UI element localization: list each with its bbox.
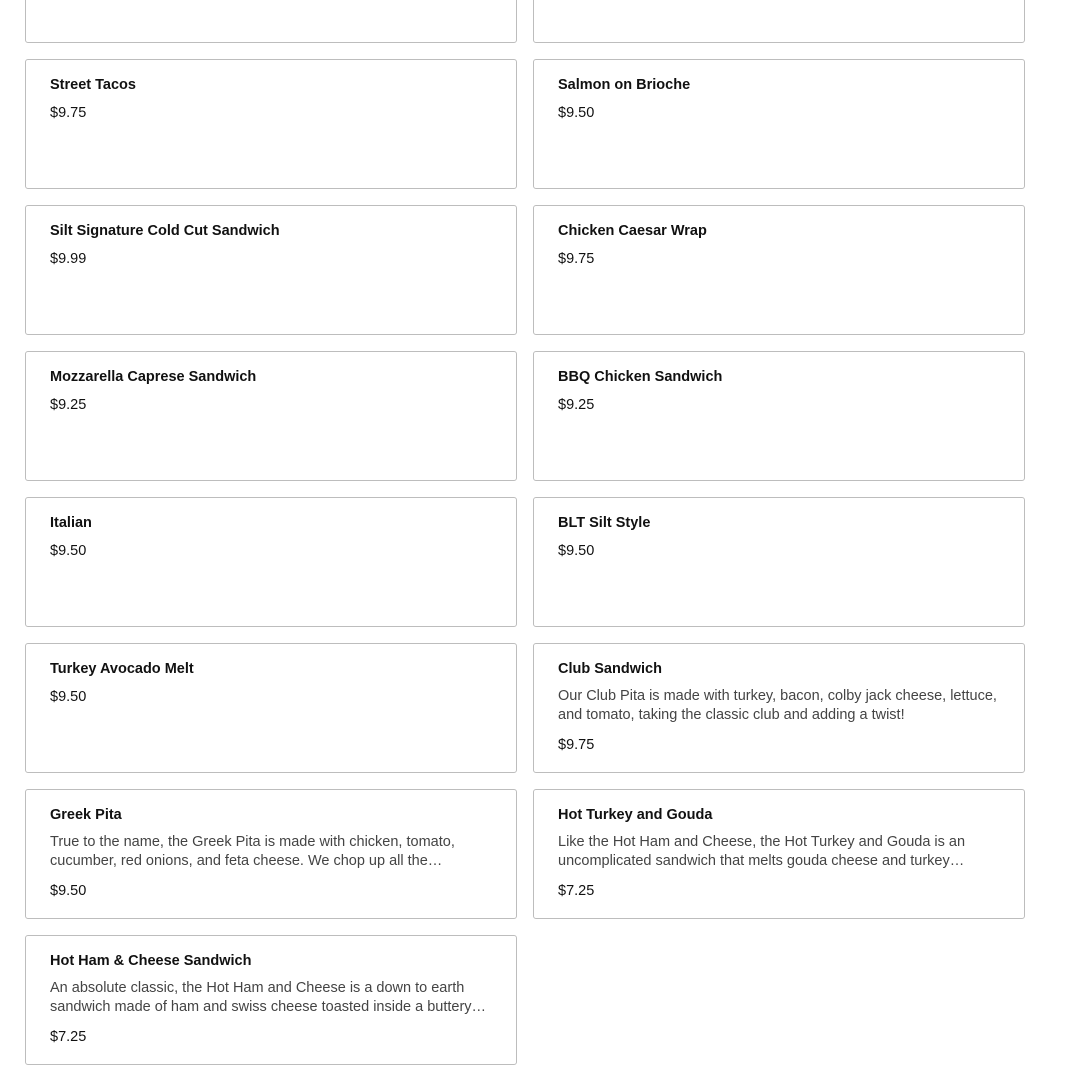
menu-item-description: An absolute classic, the Hot Ham and Cheese is a down to earth sandwich made of ham and swiss cheese toasted inside a buttery… xyxy=(50,980,487,1015)
menu-item-card[interactable] xyxy=(533,351,1025,481)
menu-item-price: $9.75 xyxy=(558,251,595,267)
menu-item-name: Chicken Caesar Wrap xyxy=(558,223,707,239)
menu-item-grid xyxy=(25,0,1025,1065)
menu-item-card[interactable] xyxy=(533,643,1025,773)
menu-item-card[interactable] xyxy=(533,497,1025,627)
menu-item-card[interactable] xyxy=(25,205,517,335)
menu-item-card[interactable] xyxy=(533,205,1025,335)
menu-item-card[interactable] xyxy=(25,0,517,43)
menu-item-card[interactable] xyxy=(25,497,517,627)
menu-item-card[interactable] xyxy=(25,935,517,1065)
menu-item-name: Mozzarella Caprese Sandwich xyxy=(50,369,257,385)
menu-item-name: Hot Ham & Cheese Sandwich xyxy=(50,953,252,969)
menu-item-price: $9.50 xyxy=(558,543,595,559)
menu-item-card[interactable] xyxy=(533,59,1025,189)
menu-item-price: $9.75 xyxy=(50,105,87,121)
menu-item-card[interactable] xyxy=(533,789,1025,919)
menu-item-card[interactable] xyxy=(25,789,517,919)
menu-item-card[interactable] xyxy=(25,59,517,189)
menu-item-description: Our Club Pita is made with turkey, bacon, colby jack cheese, lettuce, and tomato, taking the classic club and adding a twist! xyxy=(558,688,997,723)
menu-item-name: Silt Signature Cold Cut Sandwich xyxy=(50,223,280,239)
menu-item-price: $9.50 xyxy=(558,105,595,121)
menu-item-price: $7.25 xyxy=(50,1029,87,1045)
menu-item-name: Club Sandwich xyxy=(558,661,662,677)
menu-item-price: $9.50 xyxy=(50,883,87,899)
menu-item-name: BLT Silt Style xyxy=(558,515,651,531)
menu-item-name: Turkey Avocado Melt xyxy=(50,661,194,677)
menu-item-price: $9.25 xyxy=(50,397,87,413)
menu-item-name: Italian xyxy=(50,515,92,531)
menu-item-name: Greek Pita xyxy=(50,807,122,823)
menu-item-name: BBQ Chicken Sandwich xyxy=(558,369,723,385)
menu-item-card[interactable] xyxy=(533,0,1025,43)
menu-item-price: $9.50 xyxy=(50,689,87,705)
menu-item-price: $9.50 xyxy=(50,543,87,559)
menu-item-card[interactable] xyxy=(25,351,517,481)
menu-item-name: Salmon on Brioche xyxy=(558,77,691,93)
menu-item-price: $7.25 xyxy=(558,883,595,899)
menu-item-description: Like the Hot Ham and Cheese, the Hot Turkey and Gouda is an uncomplicated sandwich that melts gouda cheese and turkey… xyxy=(558,834,966,869)
menu-item-description: True to the name, the Greek Pita is made with chicken, tomato, cucumber, red onions, and feta cheese. We chop up all the… xyxy=(50,834,455,869)
menu-item-name: Street Tacos xyxy=(50,77,136,93)
menu-item-name: Hot Turkey and Gouda xyxy=(558,807,713,823)
menu-item-price: $9.99 xyxy=(50,251,87,267)
menu-item-card[interactable] xyxy=(25,643,517,773)
menu-item-price: $9.75 xyxy=(558,737,595,753)
menu-item-price: $9.25 xyxy=(558,397,595,413)
